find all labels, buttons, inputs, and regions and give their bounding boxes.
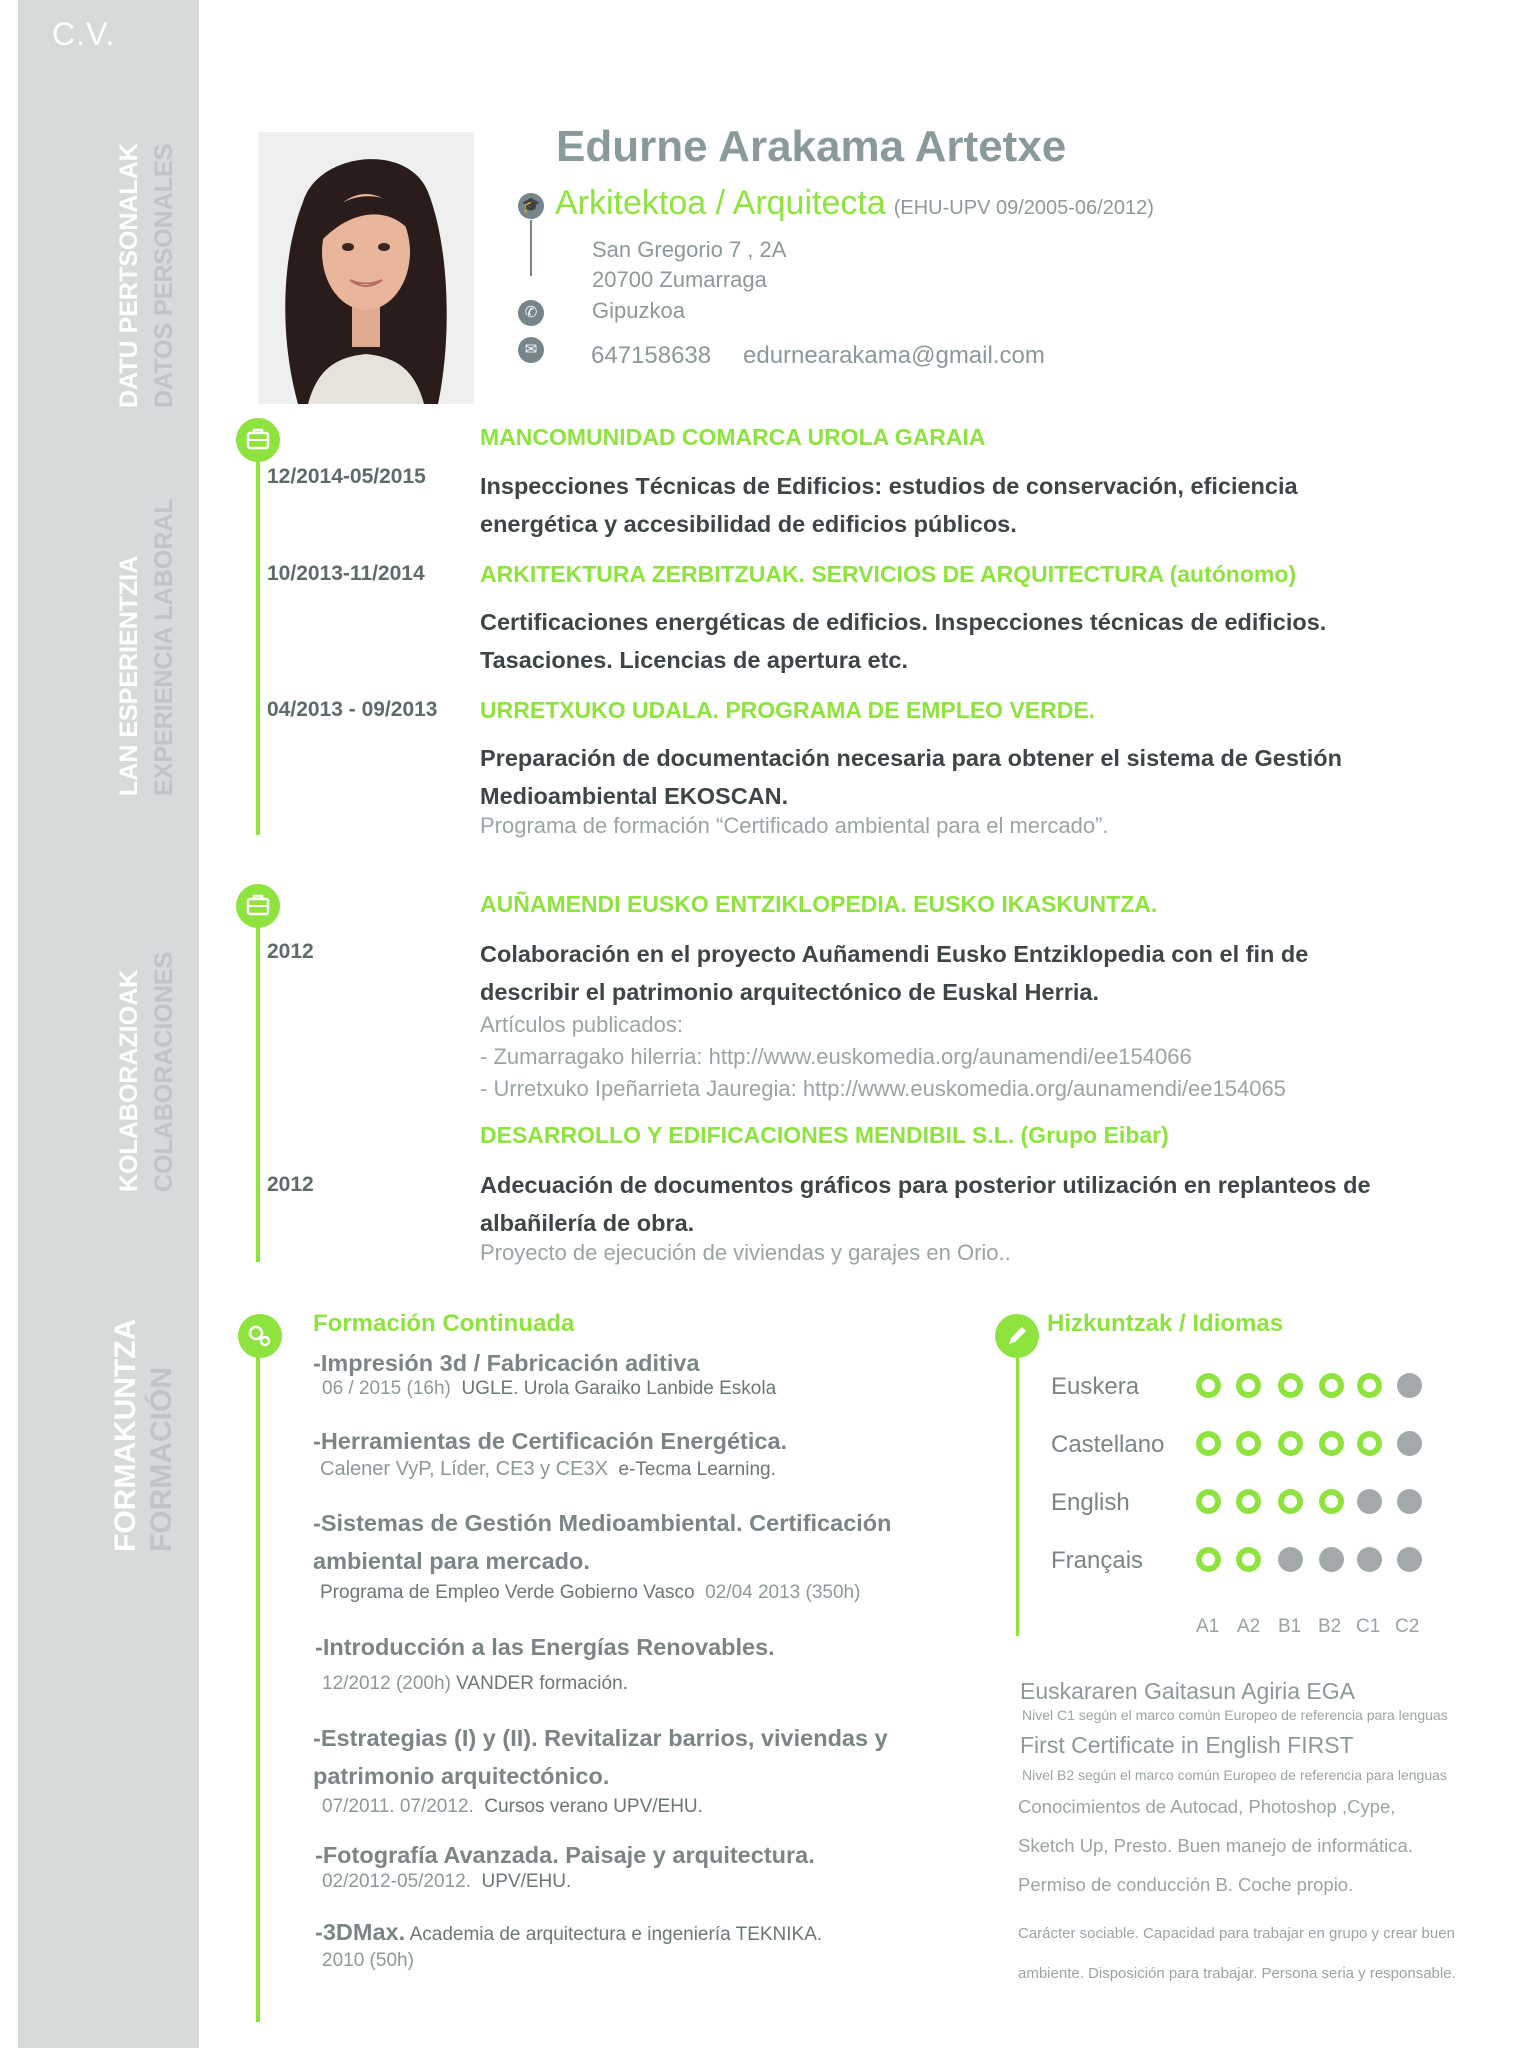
language-level-dot (1319, 1547, 1344, 1572)
training-item-5-title: -Estrategias (I) y (II). Revitalizar barrios, viviendas y patrimonio arquitectónico. (313, 1725, 888, 1789)
training-item-7-title: -3DMax. Academia de arquitectura e ingeniería TEKNIKA. (315, 1919, 823, 1945)
job-desc-3: Preparación de documentación necesaria para obtener el sistema de Gestión Medioambiental EKOSCAN. (480, 745, 1342, 809)
header-connector (530, 220, 532, 276)
training-item-7-meta: 2010 (50h) (322, 1950, 414, 1971)
training-item-4-meta: 12/2012 (200h) VANDER formación. (322, 1673, 628, 1694)
address-line-2: 20700 Zumarraga (592, 267, 767, 292)
portrait-illustration (258, 132, 474, 404)
level-b2: B2 (1318, 1616, 1342, 1637)
mail-icon: ✉ (518, 337, 544, 363)
degree-dates: (EHU-UPV 09/2005-06/2012) (893, 197, 1154, 219)
timeline-line-collab (256, 906, 260, 1262)
graduation-icon: 🎓 (518, 193, 544, 219)
link-urretxu[interactable]: - Urretxuko Ipeñarrieta Jauregia: http://www.euskomedia.org/aunamendi/ee154065 (480, 1076, 1286, 1101)
personal-line-1: Carácter sociable. Capacidad para trabajar en grupo y crear buen (1018, 1925, 1455, 1942)
language-name-4: Français (1051, 1547, 1144, 1574)
language-level-dot (1319, 1431, 1344, 1456)
language-level-dot (1397, 1489, 1422, 1514)
cv-label: C.V. (52, 16, 116, 52)
collab-sub-2: Proyecto de ejecución de viviendas y garajes en Orio.. (480, 1240, 1011, 1265)
training-item-4-title: -Introducción a las Energías Renovables. (315, 1634, 775, 1660)
skills-line-1: Conocimientos de Autocad, Photoshop ,Cype, (1018, 1796, 1396, 1817)
collab-desc-1: Colaboración en el proyecto Auñamendi Eusko Entziklopedia con el fin de describir el patrimonio arquitectónico de Euskal Herria. (480, 941, 1309, 1005)
skills-line-3: Permiso de conducción B. Coche propio. (1018, 1874, 1354, 1895)
collab-desc-2: Adecuación de documentos gráficos para posterior utilización en replanteos de albañilería de obra. (480, 1172, 1371, 1236)
language-level-dot (1236, 1489, 1261, 1514)
language-level-dot (1196, 1489, 1221, 1514)
section-label-training: FORMAKUNTZA FORMACIÓN (109, 1318, 178, 1552)
briefcase-icon-experience (236, 418, 280, 462)
language-name-2: Castellano (1051, 1431, 1165, 1458)
language-level-dot (1357, 1431, 1382, 1456)
collab-org-1: AUÑAMENDI EUSKO ENTZIKLOPEDIA. EUSKO IKASKUNTZA. (480, 891, 1158, 917)
collab-org-2: DESARROLLO Y EDIFICACIONES MENDIBIL S.L. (Grupo Eibar) (480, 1122, 1169, 1148)
language-level-dot (1278, 1373, 1303, 1398)
language-level-dot (1397, 1547, 1422, 1572)
language-level-dot (1357, 1373, 1382, 1398)
job-desc-2: Certificaciones energéticas de edificios. Inspecciones técnicas de edificios. Tasaciones. Licencias de apertura etc. (480, 609, 1327, 673)
collab-date-2: 2012 (267, 1173, 314, 1196)
job-org-2: ARKITEKTURA ZERBITZUAK. SERVICIOS DE ARQUITECTURA (autónomo) (480, 561, 1297, 587)
timeline-line-experience (256, 440, 260, 835)
job-org-3: URRETXUKO UDALA. PROGRAMA DE EMPLEO VERDE. (480, 697, 1096, 723)
language-name-3: English (1051, 1489, 1130, 1516)
job-desc-1: Inspecciones Técnicas de Edificios: estudios de conservación, eficiencia energética y accesibilidad de edificios públicos. (480, 473, 1298, 537)
level-b1: B1 (1278, 1616, 1302, 1637)
phone-number: 647158638 (591, 342, 712, 369)
language-level-dot (1357, 1547, 1382, 1572)
collab-date-1: 2012 (267, 940, 314, 963)
language-name-1: Euskera (1051, 1373, 1140, 1400)
profile-photo (258, 132, 474, 404)
link-zumarraga[interactable]: - Zumarragako hilerria: http://www.euskomedia.org/aunamendi/ee154066 (480, 1044, 1192, 1069)
level-a1: A1 (1196, 1616, 1220, 1637)
address-line-1: San Gregorio 7 , 2A (592, 237, 787, 262)
job-org-1: MANCOMUNIDAD COMARCA UROLA GARAIA (480, 424, 986, 450)
job-sub-3: Programa de formación “Certificado ambiental para el mercado”. (480, 813, 1109, 838)
training-heading: Formación Continuada (313, 1310, 575, 1337)
training-item-3-title: -Sistemas de Gestión Medioambiental. Certificación ambiental para mercado. (313, 1510, 892, 1574)
full-name: Edurne Arakama Artetxe (556, 122, 1067, 171)
section-label-experience: LAN ESPERIENTZIA EXPERIENCIA LABORAL (115, 498, 178, 796)
language-level-dot (1196, 1431, 1221, 1456)
profession: Arkitektoa / Arquitecta (EHU-UPV 09/2005-06/2012) (555, 184, 1154, 222)
email-address: edurnearakama@gmail.com (743, 342, 1045, 369)
language-level-dot (1196, 1373, 1221, 1398)
language-level-dot (1397, 1373, 1422, 1398)
language-level-dot (1397, 1431, 1422, 1456)
language-level-dot (1278, 1431, 1303, 1456)
language-level-dot (1357, 1489, 1382, 1514)
timeline-line-training (256, 1336, 260, 2022)
pencil-icon (995, 1314, 1039, 1358)
section-label-personal: DATU PERTSONALAK DATOS PERSONALES (115, 143, 178, 408)
personal-line-2: ambiente. Disposición para trabajar. Persona seria y responsable. (1018, 1965, 1456, 1982)
job-date-1: 12/2014-05/2015 (267, 465, 426, 488)
language-level-dot (1236, 1547, 1261, 1572)
collab-sub-1: Artículos publicados: - Zumarragako hilerria: http://www.euskomedia.org/aunamendi/ee154066 - Urretxuko Ipeñarrieta Jauregia: http://www.euskomedia.org/aunamendi/ee154065 (480, 1009, 1286, 1105)
training-item-1-title: -Impresión 3d / Fabricación aditiva (313, 1350, 700, 1376)
phone-icon: ✆ (518, 300, 544, 326)
training-item-1-meta: 06 / 2015 (16h) UGLE. Urola Garaiko Lanbide Eskola (322, 1378, 777, 1399)
address-line-3: Gipuzkoa (592, 298, 685, 323)
training-item-6-meta: 02/2012-05/2012. UPV/EHU. (322, 1871, 572, 1892)
language-level-dot (1319, 1373, 1344, 1398)
certificate-1: Euskararen Gaitasun Agiria EGA (1020, 1678, 1355, 1704)
section-label-collab: KOLABORAZIOAK COLABORACIONES (115, 951, 178, 1192)
training-item-6-title: -Fotografía Avanzada. Paisaje y arquitectura. (315, 1842, 815, 1868)
language-level-dot (1236, 1431, 1261, 1456)
job-date-2: 10/2013-11/2014 (267, 562, 425, 585)
language-level-dot (1278, 1547, 1303, 1572)
certificate-2: First Certificate in English FIRST (1020, 1732, 1354, 1758)
certificate-2-note: Nivel B2 según el marco común Europeo de referencia para lenguas (1022, 1767, 1447, 1783)
languages-heading: Hizkuntzak / Idiomas (1047, 1310, 1284, 1337)
training-item-2-title: -Herramientas de Certificación Energética. (313, 1428, 788, 1454)
level-a2: A2 (1237, 1616, 1261, 1637)
language-level-dot (1236, 1373, 1261, 1398)
certificate-1-note: Nivel C1 según el marco común Europeo de referencia para lenguas (1022, 1707, 1448, 1723)
training-item-2-meta: Calener VyP, Líder, CE3 y CE3X e-Tecma Learning. (320, 1458, 776, 1480)
gears-icon (238, 1314, 282, 1358)
language-level-dot (1278, 1489, 1303, 1514)
job-date-3: 04/2013 - 09/2013 (267, 698, 438, 721)
briefcase-icon-collab (236, 884, 280, 928)
timeline-line-languages (1016, 1336, 1019, 1636)
level-c1: C1 (1356, 1616, 1381, 1637)
training-item-5-meta: 07/2011. 07/2012. Cursos verano UPV/EHU. (322, 1796, 703, 1817)
training-item-3-meta: Programa de Empleo Verde Gobierno Vasco 02/04 2013 (350h) (320, 1582, 861, 1603)
level-c2: C2 (1395, 1616, 1420, 1637)
language-level-dot (1196, 1547, 1221, 1572)
language-level-dot (1319, 1489, 1344, 1514)
skills-line-2: Sketch Up, Presto. Buen manejo de informática. (1018, 1835, 1413, 1856)
